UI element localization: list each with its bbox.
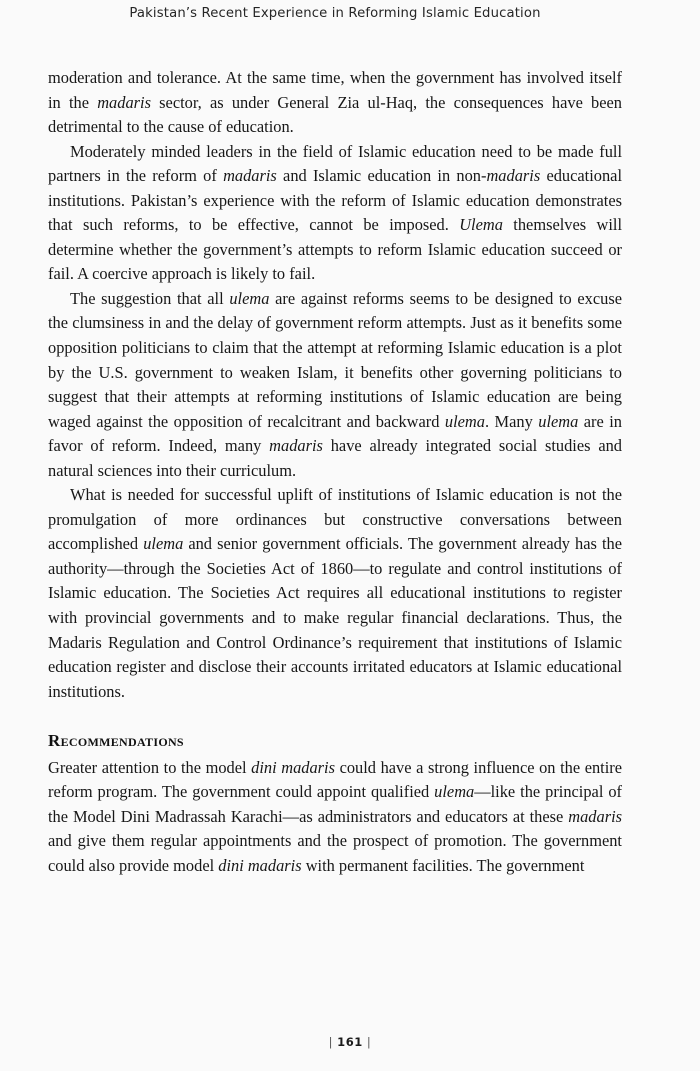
folio-left-rule: | bbox=[328, 1035, 334, 1049]
paragraph-greater-attention: Greater attention to the model dini madaris could have a strong influence on the entire reform program. The government could appoint qualified ulema—like the principal of the Model Dini Madrassah Karachi—as administrators and educators at these madaris and give them regular appointments and the prospect of promotion. The government could also provide model dini madaris with permanent facilities. The government bbox=[48, 757, 623, 875]
paragraph-what-is-needed: What is needed for successful uplift of institutions of Islamic education is not the promulgation of more ordinances but constructive conversations between accomplished ulema and senior government officials. The government already has the authority—through the Societies Act of 1860—to regulate and control institutions of Islamic education. The Societies Act requires all educational institutions to register with provincial governments and to make regular financial declarations. Thus, the Madaris Regulation and Control Ordinance’s requirement that institutions of Islamic education register and disclose their accounts irritated educators at Islamic educational institutions. bbox=[48, 485, 623, 701]
section-heading-recommendations: Recommendations bbox=[48, 731, 184, 751]
page-number: 161 bbox=[337, 1035, 363, 1049]
paragraph-moderation: moderation and tolerance. At the same time, when the government has involved itself in the madaris sector, as under General Zia ul-Haq, the consequences have been detrimental to the cause of education. bbox=[48, 68, 622, 137]
paragraph-suggestion: The suggestion that all ulema are against reforms seems to be designed to excuse the clumsiness in and the delay of government reform attempts. Just as it benefits some opposition politicians to claim that the attempt at reforming Islamic education is a plot by the U.S. government to weaken Islam, it benefits other governing politicians to suggest that their attempts at reforming institutions of Islamic education are being waged against the opposition of recalcitrant and backward ulema. Many ulema are in favor of reform. Indeed, many madaris have already integrated social studies and natural sciences into their curriculum. bbox=[48, 288, 623, 480]
page-body-column bbox=[48, 66, 622, 879]
folio-right-rule: | bbox=[366, 1035, 372, 1049]
paragraph-moderately-minded: Moderately minded leaders in the field of Islamic education need to be made full partners in the reform of madaris and Islamic education in non-madaris educational institutions. Pakistan’s experience with the reform of Islamic education demonstrates that such reforms, to be effective, cannot be imposed. Ulema themselves will determine whether the government’s attempts to reform Islamic education succeed or fail. A coercive approach is likely to fail. bbox=[48, 141, 622, 284]
page-footer bbox=[0, 1035, 700, 1049]
running-head: Pakistan’s Recent Experience in Reforming Islamic Education bbox=[129, 6, 541, 21]
